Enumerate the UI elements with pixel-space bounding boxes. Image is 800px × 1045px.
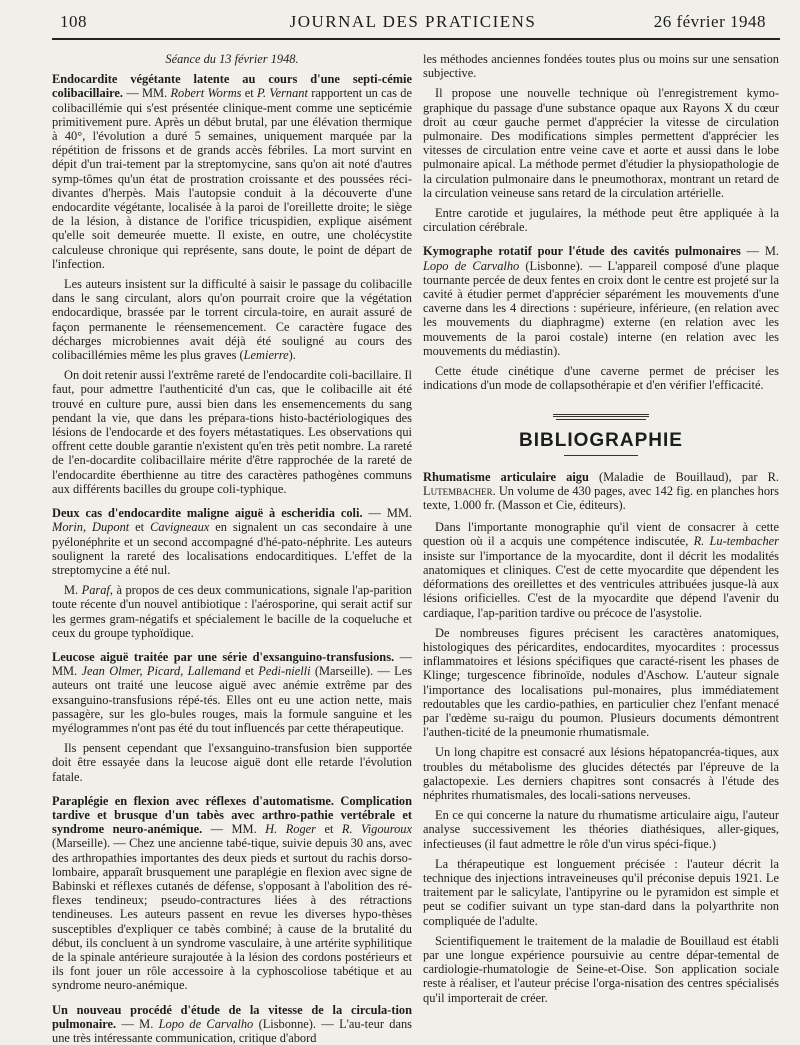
article-conj: et bbox=[315, 822, 342, 837]
review-paragraph: Scientifiquement le traitement de la maladie de Bouillaud est établi par une longue expérience poursuivie au centre dépar-temental de cardiologie-rhumatologie de Seine-et-Oise. Son application sociale reste à réaliser, et l'auteur précise l'orga-nisation des centres spécialisés qu'il importerait de créer. bbox=[423, 933, 779, 1005]
article-text: M. bbox=[64, 583, 82, 598]
article-byline: — MM. bbox=[202, 822, 266, 837]
article-author: P. Vernant bbox=[257, 86, 308, 101]
review-text: insiste sur l'importance de la myocardite, dont il décrit les modalités anatomiques et cliniques. C'est de cette myocardite que dépendent les déformations des oreillettes et des ventricules attribuées jusque-là aux lésions orificielles. C'est de la myocardite que dépend l'avenir du cardiaque, l'ap-parition tardive ou précoce de l'asystolie. bbox=[423, 548, 779, 620]
review-paragraph: De nombreuses figures précisent les caractères anatomiques, histologiques des péricardites, endocardites, myocardites : processus inflammatoires et lésions spécifiques que caracté-risent les phases de Klinge; turgescence fibrinoïde, nodules d'Aschow. L'auteur signale l'importance des localisations pul-monaires, plus immédiatement redoutables que les cardio-pathies, en particulier chez l'enfant menacé par l'œdème su-raigu du poumon. Plusieurs documents démontrent l'authen-ticité de la pneumonie rhumatismale. bbox=[423, 625, 779, 740]
bibliography-rule bbox=[564, 455, 638, 456]
article-author: H. Roger bbox=[265, 822, 316, 837]
article-paragraph: Ils pensent cependant que l'exsanguino-transfusion bien supportée doit être essayée dans la leucose aiguë dont elle retarde l'évolution fatale. bbox=[52, 741, 412, 784]
article-paragraph: On doit retenir aussi l'extrême rareté de l'endocardite coli-bacillaire. Il faut, pour admettre l'authenticité d'un cas, que le colibacille ait été trouvé en culture pure, aussi bien dans les ensemencements du sang pendant la vie, que dans les prépara-tions histo-bactériologiques des lésions de l'endocarde et des foyers métastatiques. Les observations qui offrent cette double garantie n'existent qu'en très petit nombre. La rareté de l'en-docardite colibacillaire mérite d'être rapprochée de la rareté de l'endocardite éberthienne au titre des caractères pathogènes communs aux différents bacilles du groupe coli-typhique. bbox=[52, 368, 412, 496]
book-entry bbox=[423, 470, 779, 513]
article-paragraph bbox=[52, 583, 412, 640]
article-text: en signalent un cas secondaire à une pyélonéphrite et un second accompagné d'hé-pato-néphrite. Les auteurs soulignent la rareté des localisations endocarditiques. L'effet de la streptomycine a été nul. bbox=[52, 520, 412, 577]
article-author: Cavigneaux bbox=[150, 520, 210, 535]
article-text: (Lisbonne). — L'appareil composé d'une plaque tournante percée de deux fentes en croix dont le centre est projeté sur la cavité à étudier permet d'apprécier séparément les mouvements d'une caverne dans les 4 directions : supérieure, inférieure, (en relation avec les mouvements du diaphragme) externe (en relation avec les mouvements de la paroi costale) interne (en relation avec les mouvements du médiastin). bbox=[423, 258, 779, 358]
book-title: Rhumatisme articulaire aigu bbox=[423, 469, 589, 484]
right-column bbox=[423, 52, 779, 1023]
separator-line bbox=[553, 414, 649, 417]
article-paragraph bbox=[52, 277, 412, 362]
article-title: Un nouveau procédé d'étude de la vitesse de la circula-tion pulmonaire. bbox=[52, 1002, 412, 1031]
article-author: Robert Worms bbox=[170, 86, 242, 101]
page-number: 108 bbox=[60, 12, 87, 31]
article-paragraph: Entre carotide et jugulaires, la méthode peut être appliquée à la circulation cérébrale. bbox=[423, 206, 779, 235]
article-title: Paraplégie en flexion avec réflexes d'automatisme. Complication tardive et brusque d'un tabès avec arthro-pathie vertébrale et syndrome neuro-anémique. bbox=[52, 793, 412, 837]
article-endocardite-maligne bbox=[52, 506, 412, 577]
article-text: Les auteurs insistent sur la difficulté à saisir le passage du colibacille dans le sang circulant, alors qu'on pourrait croire que la végétation endocardique, brassée par le torrent circula-toire, en aurait assuré de façon permanente le réensemencement. Ce caractère fugace des décharges microbiennes avait déjà été souligné au cours des colibacillémies même les plus graves ( bbox=[52, 277, 412, 363]
article-byline: — MM. bbox=[52, 649, 412, 679]
article-text: (Marseille). — Les auteurs ont traité une leucose aiguë avec anémie extrême par des exsanguino-transfusions répé-tés. Elles ont eu une action nette, mais passagère, sur les glo-bules rouges, mais la formule sanguine et les myélogrammes n'ont pas été du tout influencés par cette thérapeutique. bbox=[52, 664, 413, 735]
article-byline: — M. bbox=[740, 244, 779, 259]
bibliography-heading: BIBLIOGRAPHIE bbox=[519, 430, 683, 452]
journal-title: JOURNAL DES PRATICIENS bbox=[289, 12, 537, 31]
article-author: R. Vigouroux bbox=[341, 822, 412, 837]
article-text: ). bbox=[288, 348, 296, 363]
review-paragraph bbox=[423, 520, 779, 619]
book-details: . Un volume de 430 pages, avec 142 fig. en planches hors texte, 1.000 fr. (Masson et Cie, éditeurs). bbox=[423, 483, 779, 513]
article-paragraph: les méthodes anciennes fondées toutes plus ou moins sur une sensation subjective. bbox=[423, 52, 779, 81]
article-kymographe bbox=[423, 244, 779, 358]
page-header bbox=[60, 12, 766, 38]
article-author: Morin, Dupont bbox=[52, 520, 130, 535]
review-paragraph: La thérapeutique est longuement précisée : l'auteur décrit la technique des injections intraveineuses qu'il préconise depuis 1921. Le traitement par le salicylate, l'antipyrine ou le pyramidon est simple et peut se codifier suivant un type stan-dard dans la polyarthrite non compliquée de l'adulte. bbox=[423, 856, 779, 928]
article-paraplegie bbox=[52, 794, 412, 993]
article-paragraph: Cette étude cinétique d'une caverne permet de préciser les indications d'un mode de collapsothérapie et d'en vérifier l'efficacité. bbox=[423, 364, 779, 393]
review-text: Dans l'importante monographie qu'il vient de consacrer à cette question où il a acquis une compétence indiscutée, bbox=[423, 520, 779, 549]
article-paragraph: Il propose une nouvelle technique où l'enregistrement kymo-graphique du passage d'une substance opaque aux Rayons X du cœur droit au cœur gauche permet d'apprécier la vitesse de circulation pulmonaire. Des modifications simples permettent d'apprécier les vitesses de circulation entre veine cave et aorte et aussi dans le lobe pulmonaire apical. La méthode permet d'étudier la physiopathologie de la circulation pulmonaire dans le pneumothorax, montrant un retard de la circulation veineuse sans retard de la circulation artérielle. bbox=[423, 86, 779, 200]
left-column bbox=[52, 52, 413, 1045]
book-author: Lutembacher bbox=[423, 483, 493, 498]
separator-line bbox=[556, 419, 646, 420]
article-endocardite-vegetante bbox=[52, 72, 412, 271]
article-byline: — MM. bbox=[123, 86, 171, 101]
article-title: Endocardite végétante latente au cours d'une septi-cémie colibacillaire. bbox=[52, 72, 412, 101]
article-byline: — M. bbox=[116, 1016, 159, 1031]
article-text: , à propos de ces deux communications, signale l'ap-parition toute récente d'un nouvel antibiotique : l'aérosporine, qui serait actif sur les germes gram-négatifs et spécialement le bacille de la coqueluche et ceux du groupe typhoïdique. bbox=[52, 583, 412, 640]
header-rule bbox=[52, 38, 780, 40]
article-conj: et bbox=[240, 664, 259, 679]
review-paragraph: En ce qui concerne la nature du rhumatisme articulaire aigu, l'auteur analyse successivement les théories diathésiques, aller-giques, infectieuses (il faut admettre le rôle d'un virus spéci-fique.) bbox=[423, 808, 779, 851]
section-separator bbox=[423, 414, 779, 420]
article-author: Paraf bbox=[81, 583, 110, 598]
article-title: Leucose aiguë traitée par une série d'exsanguino-transfusions. bbox=[52, 649, 395, 664]
article-author: Jean Olmer, Picard, Lallemand bbox=[81, 664, 241, 679]
article-title: Kymographe rotatif pour l'étude des cavités pulmonaires bbox=[423, 244, 741, 259]
article-title: Deux cas d'endocardite maligne aiguë à escheridia coli. bbox=[52, 506, 363, 521]
article-text: (Lisbonne). — L'au-teur dans une très intéressante communication, critique d'abord bbox=[52, 1016, 412, 1045]
review-paragraph: Un long chapitre est consacré aux lésions hépatopancréa-tiques, aux troubles du métabolisme des glucides détectés par l'épreuve de la galactopexie. Les derniers chapitres sont consacrés à l'étude des néphrites rhumatismales, des locali-sations nerveuses. bbox=[423, 745, 779, 802]
article-leucose-aigue bbox=[52, 650, 412, 735]
issue-date: 26 février 1948 bbox=[653, 12, 766, 31]
review-author: R. Lu-tembacher bbox=[693, 534, 779, 549]
seance-heading: Séance du 13 février 1948. bbox=[165, 52, 299, 66]
article-text: (Marseille). — Chez une ancienne tabé-tique, suivie depuis 30 ans, avec des arthropathies importantes des deux pieds et surtout du rachis dorso-lombaire, apparaît brusquement une paraplégie en flexion avec signe de Babinski et réflexes cutanés de défense, s'opposant à l'abolition des ré-flexes tendineux; pseudo-contractures liées à des rétractions tendineuses. Les auteurs passent en revue les diverses hypo-thèses susceptibles d'expliquer ce tabès combiné; à cause de la brutalité du début, ils concluent à un syndrome vasculaire, à une artérite syphilitique de la spinale antérieure surajoutée à la lésion des cordons postérieurs et ils font jouer un rôle accessoire à la cyphoscoliose tabétique et au syndrome neuro-anémique. bbox=[52, 836, 412, 993]
article-author: Lopo de Carvalho bbox=[158, 1016, 254, 1031]
article-text: rapportent un cas de colibacillémie qui s'est présentée clinique-ment comme une septicémie primitivement pure. Après un début brutal, par une élévation thermique à 40°, l'évolution a duré 5 semaines, uniquement marquée par la répétition de frissons et de grands accès fébriles. La mort survint en dépit d'un trai-tement par la streptomycine, sans qu'on ait noté d'autres symp-tômes qu'un état de prostration croissante et des poussées réci-divantes d'herpès. Mais l'autopsie conduit à la découverte d'une endocardite végétante, localisée à la paroi de l'oreillette droite; le siège de la lésion, à distance de l'orifice tricuspidien, explique aisément qu'elle soit demeurée muette. Il existe, en outre, une cholécystite calculeuse chronique qui représente, sans doute, le point de départ de l'infection. bbox=[52, 86, 412, 271]
article-conj: et bbox=[241, 86, 258, 101]
book-details: (Maladie de Bouillaud), par R. bbox=[588, 469, 780, 484]
article-author: Pedi-nielli bbox=[258, 664, 311, 679]
article-byline: — MM. bbox=[362, 506, 413, 521]
article-circulation-pulmonaire bbox=[52, 1003, 412, 1045]
article-conj: et bbox=[129, 520, 151, 535]
article-reference: Lemierre bbox=[243, 348, 289, 363]
article-author: Lopo de Carvalho bbox=[423, 258, 520, 273]
